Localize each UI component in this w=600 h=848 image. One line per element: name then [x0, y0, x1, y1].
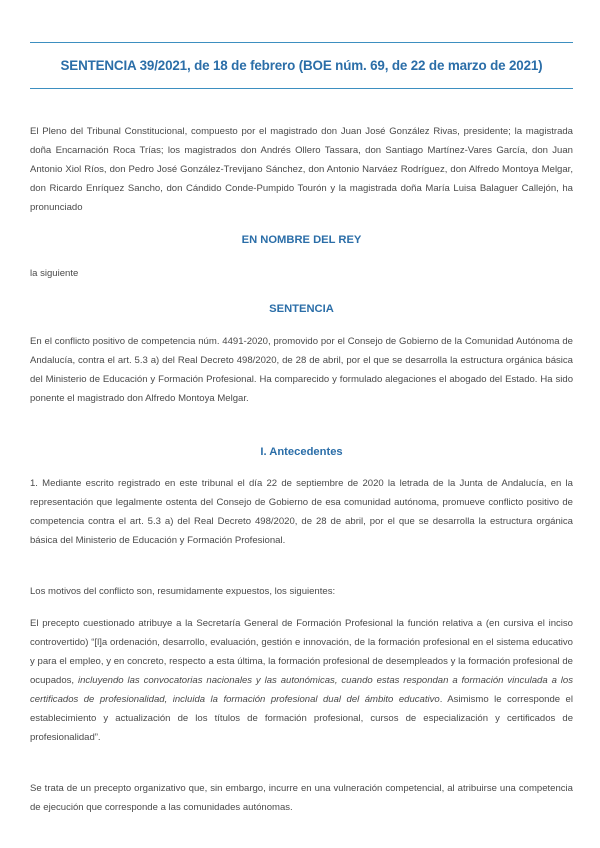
precepto-italic-text: incluyendo las convocatorias nacionales y las autonómicas, cuando estas respondan a formación vinculada a los certificados de profesionalidad, incluida la formación profesional dual del ámbito educativo	[30, 675, 573, 705]
precepto-paragraph	[30, 614, 573, 747]
heading-antecedentes: I. Antecedentes	[260, 446, 343, 458]
antecedente-1-paragraph: 1. Mediante escrito registrado en este tribunal el día 22 de septiembre de 2020 la letrada de la Junta de Andalucía, en la representación que legalmente ostenta del Consejo de Gobierno de esa comunidad autónoma, promueve conflicto positivo de competencia contra el art. 5.3 a) del Real Decreto 498/2020, de 28 de abril, por el que se desarrolla la estructura orgánica básica del Ministerio de Educación y Formación Profesional.	[30, 478, 573, 546]
la-siguiente-text: la siguiente	[30, 268, 79, 279]
motivos-paragraph: Los motivos del conflicto son, resumidamente expuestos, los siguientes:	[30, 586, 336, 597]
precepto-text-a: El precepto cuestionado atribuye a la Secretaría General de Formación Profesional la función relativa a (en cursiva el inciso controvertido) “[l]a ordenación, desarrollo, evaluación, gestión e innovación, de la formación profesional en el sistema educativo y para el empleo, y en concreto, respecto a esta última, la formación profesional de desempleados y la formación profesional de ocupados,	[30, 618, 573, 686]
document-page	[30, 42, 573, 89]
intro-paragraph: El Pleno del Tribunal Constitucional, compuesto por el magistrado don Juan José González Rivas, presidente; la magistrada doña Encarnación Roca Trías; los magistrados don Andrés Ollero Tassara, don Santiago Martínez-Vares García, don Juan Antonio Xiol Ríos, don Pedro José González-Trevijano Sánchez, don Antonio Narváez Rodríguez, don Alfredo Montoya Melgar, don Ricardo Enríquez Sancho, don Cándido Conde-Pumpido Tourón y la magistrada doña María Luisa Balaguer Callejón, ha pronunciado	[30, 126, 573, 213]
organizativo-paragraph: Se trata de un precepto organizativo que, sin embargo, incurre en una vulneración competencial, al atribuirse una competencia de ejecución que corresponde a las comunidades autónomas.	[30, 783, 573, 813]
heading-sentencia: SENTENCIA	[269, 303, 334, 315]
heading-en-nombre-del-rey: EN NOMBRE DEL REY	[241, 234, 362, 246]
sentencia-paragraph: En el conflicto positivo de competencia núm. 4491-2020, promovido por el Consejo de Gobierno de la Comunidad Autónoma de Andalucía, contra el art. 5.3 a) del Real Decreto 498/2020, de 28 de abril, por el que se desarrolla la estructura orgánica básica del Ministerio de Educación y Formación Profesional. Ha comparecido y formulado alegaciones el abogado del Estado. Ha sido ponente el magistrado don Alfredo Montoya Melgar.	[30, 336, 573, 404]
title-rule	[30, 88, 573, 89]
document-title: SENTENCIA 39/2021, de 18 de febrero (BOE núm. 69, de 22 de marzo de 2021)	[60, 58, 543, 73]
precepto-text-b: . Asimismo le corresponde el establecimiento y actualización de los títulos de formación profesional, cursos de especialización y certificados de profesionalidad”.	[30, 694, 573, 743]
